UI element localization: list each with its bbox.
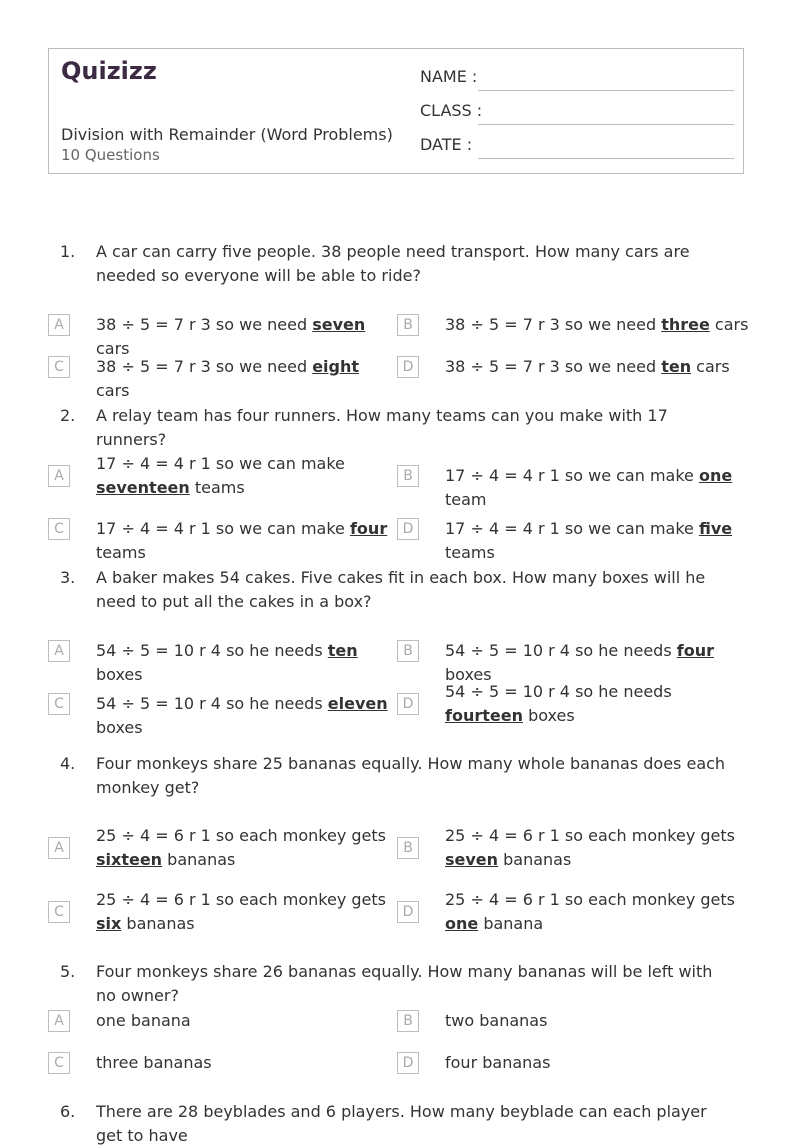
- option-a-text[interactable]: one banana: [96, 1011, 191, 1030]
- option-b-text[interactable]: two bananas: [445, 1011, 548, 1030]
- option-d-box[interactable]: D: [397, 693, 419, 715]
- option-d-text[interactable]: 25 ÷ 4 = 6 r 1 so each monkey gets one banana: [445, 890, 735, 933]
- question-text: A relay team has four runners. How many teams can you make with 17 runners?: [96, 406, 668, 449]
- date-label: DATE :: [420, 135, 473, 154]
- option-c-text[interactable]: 17 ÷ 4 = 4 r 1 so we can make four teams: [96, 519, 388, 562]
- question-text: There are 28 beyblades and 6 players. How many beyblade can each player get to have: [96, 1102, 707, 1145]
- option-d-box[interactable]: D: [397, 518, 419, 540]
- question-count: 10 Questions: [61, 146, 160, 164]
- option-b-box[interactable]: B: [397, 1010, 419, 1032]
- question-number: 1.: [60, 242, 76, 261]
- option-c-box[interactable]: C: [48, 901, 70, 923]
- option-a-text[interactable]: 38 ÷ 5 = 7 r 3 so we need seven cars: [96, 315, 366, 358]
- option-c-box[interactable]: C: [48, 693, 70, 715]
- option-b-box[interactable]: B: [397, 640, 419, 662]
- question-text: A baker makes 54 cakes. Five cakes fit in each box. How many boxes will he need to put all the cakes in a box?: [96, 568, 706, 611]
- worksheet-title: Division with Remainder (Word Problems): [61, 125, 393, 144]
- date-line[interactable]: [478, 158, 734, 159]
- question-text: A car can carry five people. 38 people need transport. How many cars are needed so everyone will be able to ride?: [96, 242, 690, 285]
- option-b-text[interactable]: 25 ÷ 4 = 6 r 1 so each monkey gets seven bananas: [445, 826, 735, 869]
- option-c-box[interactable]: C: [48, 1052, 70, 1074]
- option-b-text[interactable]: 54 ÷ 5 = 10 r 4 so he needs four boxes: [445, 641, 714, 684]
- option-d-box[interactable]: D: [397, 356, 419, 378]
- option-d-box[interactable]: D: [397, 901, 419, 923]
- option-b-box[interactable]: B: [397, 314, 419, 336]
- option-c-text[interactable]: 54 ÷ 5 = 10 r 4 so he needs eleven boxes: [96, 694, 388, 737]
- question-text: Four monkeys share 25 bananas equally. How many whole bananas does each monkey get?: [96, 754, 726, 797]
- option-a-box[interactable]: A: [48, 640, 70, 662]
- option-a-box[interactable]: A: [48, 314, 70, 336]
- question-number: 4.: [60, 754, 76, 773]
- name-line[interactable]: [478, 90, 734, 91]
- option-a-box[interactable]: A: [48, 465, 70, 487]
- quizizz-logo: Quizizz: [61, 57, 157, 85]
- option-b-text[interactable]: 38 ÷ 5 = 7 r 3 so we need three cars: [445, 315, 749, 334]
- option-a-box[interactable]: A: [48, 1010, 70, 1032]
- question-number: 3.: [60, 568, 76, 587]
- option-b-box[interactable]: B: [397, 837, 419, 859]
- option-c-box[interactable]: C: [48, 518, 70, 540]
- option-a-text[interactable]: 54 ÷ 5 = 10 r 4 so he needs ten boxes: [96, 641, 358, 684]
- option-d-box[interactable]: D: [397, 1052, 419, 1074]
- class-field[interactable]: [420, 101, 734, 125]
- option-d-text[interactable]: 38 ÷ 5 = 7 r 3 so we need ten cars: [445, 357, 730, 376]
- name-field[interactable]: [420, 67, 734, 91]
- option-c-text[interactable]: 25 ÷ 4 = 6 r 1 so each monkey gets six bananas: [96, 890, 386, 933]
- option-d-text[interactable]: 54 ÷ 5 = 10 r 4 so he needs fourteen boxes: [445, 682, 672, 725]
- name-label: NAME :: [420, 67, 478, 86]
- question-number: 6.: [60, 1102, 76, 1121]
- option-d-text[interactable]: four bananas: [445, 1053, 551, 1072]
- option-c-text[interactable]: three bananas: [96, 1053, 212, 1072]
- question-number: 2.: [60, 406, 76, 425]
- date-field[interactable]: [420, 135, 734, 159]
- class-label: CLASS :: [420, 101, 483, 120]
- option-a-text[interactable]: 17 ÷ 4 = 4 r 1 so we can make seventeen teams: [96, 454, 345, 497]
- worksheet-header: [48, 48, 744, 174]
- question-text: Four monkeys share 26 bananas equally. How many bananas will be left with no owner?: [96, 962, 713, 1005]
- option-b-box[interactable]: B: [397, 465, 419, 487]
- option-c-text[interactable]: 38 ÷ 5 = 7 r 3 so we need eight cars: [96, 357, 360, 400]
- option-c-box[interactable]: C: [48, 356, 70, 378]
- option-a-box[interactable]: A: [48, 837, 70, 859]
- class-line[interactable]: [478, 124, 734, 125]
- question-number: 5.: [60, 962, 76, 981]
- option-a-text[interactable]: 25 ÷ 4 = 6 r 1 so each monkey gets sixteen bananas: [96, 826, 386, 869]
- option-b-text[interactable]: 17 ÷ 4 = 4 r 1 so we can make one team: [445, 466, 733, 509]
- option-d-text[interactable]: 17 ÷ 4 = 4 r 1 so we can make five teams: [445, 519, 733, 562]
